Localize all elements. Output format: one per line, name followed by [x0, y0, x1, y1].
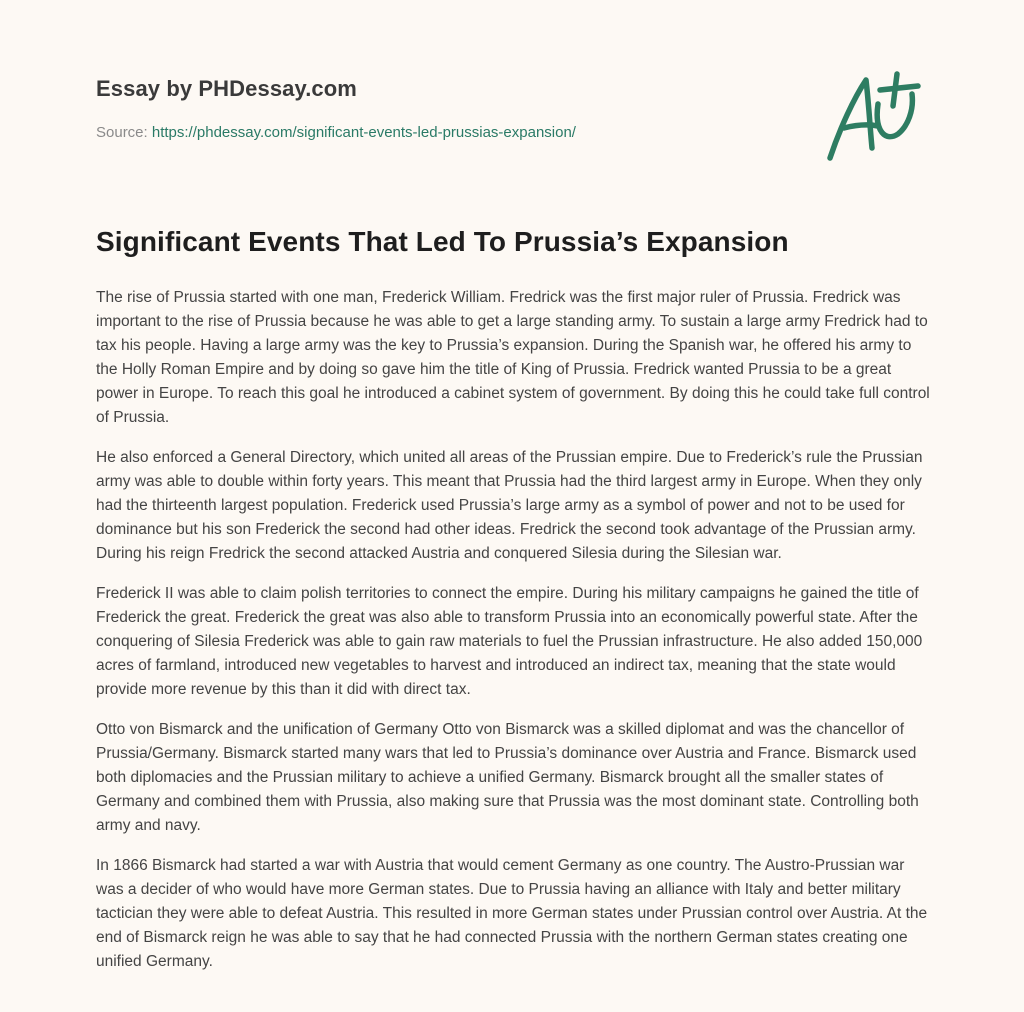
source-link[interactable]: https://phdessay.com/significant-events-led-prussias-expansion/: [151, 124, 576, 141]
a-plus-logo-icon: [820, 66, 930, 166]
site-title: Essay by PHDessay.com: [96, 76, 357, 101]
essay-title: Significant Events That Led To Prussia’s Expansion: [96, 226, 789, 257]
source-line: [96, 124, 576, 141]
essay-body: [96, 286, 934, 990]
essay-paragraph: The rise of Prussia started with one man, Frederick William. Fredrick was the first major ruler of Prussia. Fredrick was important to the rise of Prussia because he was able to get a large standing army. To sustain a large army Fredrick had to tax his people. Having a large army was the key to Prussia’s expansion. During the Spanish war, he offered his army to the Holly Roman Empire and by doing so gave him the title of King of Prussia. Fredrick wanted Prussia to be a great power in Europe. To reach this goal he introduced a cabinet system of government. By doing this he could take full control of Prussia.: [96, 289, 930, 426]
essay-paragraph: Otto von Bismarck and the unification of Germany Otto von Bismarck was a skilled diplomat and was the chancellor of Prussia/Germany. Bismarck started many wars that led to Prussia’s dominance over Austria and France. Bismarck used both diplomacies and the Prussian military to achieve a unified Germany. Bismarck brought all the smaller states of Germany and combined them with Prussia, also making sure that Prussia was the most dominant state. Controlling both army and navy.: [96, 721, 919, 834]
essay-paragraph: He also enforced a General Directory, which united all areas of the Prussian empire. Due to Frederick’s rule the Prussian army was able to double within forty years. This meant that Prussia had the third largest army in Europe. When they only had the thirteenth largest population. Frederick used Prussia’s large army as a symbol of power and not to be used for dominance but his son Frederick the second had other ideas. Fredrick the second took advantage of the Prussian army. During his reign Fredrick the second attacked Austria and conquered Silesia during the Silesian war.: [96, 449, 923, 562]
source-label: Source:: [96, 124, 152, 141]
essay-paragraph: Frederick II was able to claim polish territories to connect the empire. During his military campaigns he gained the title of Frederick the great. Frederick the great was also able to transform Prussia into an economically powerful state. After the conquering of Silesia Frederick was able to gain raw materials to fuel the Prussian infrastructure. He also added 150,000 acres of farmland, introduced new vegetables to harvest and introduced an indirect tax, meaning that the state would provide more revenue by this than it did with direct tax.: [96, 585, 923, 698]
essay-paragraph: In 1866 Bismarck had started a war with Austria that would cement Germany as one country. The Austro-Prussian war was a decider of who would have more German states. Due to Prussia having an alliance with Italy and better military tactician they were able to defeat Austria. This resulted in more German states under Prussian control over Austria. At the end of Bismarck reign he was able to say that he had connected Prussia with the northern German states creating one unified Germany.: [96, 857, 928, 970]
